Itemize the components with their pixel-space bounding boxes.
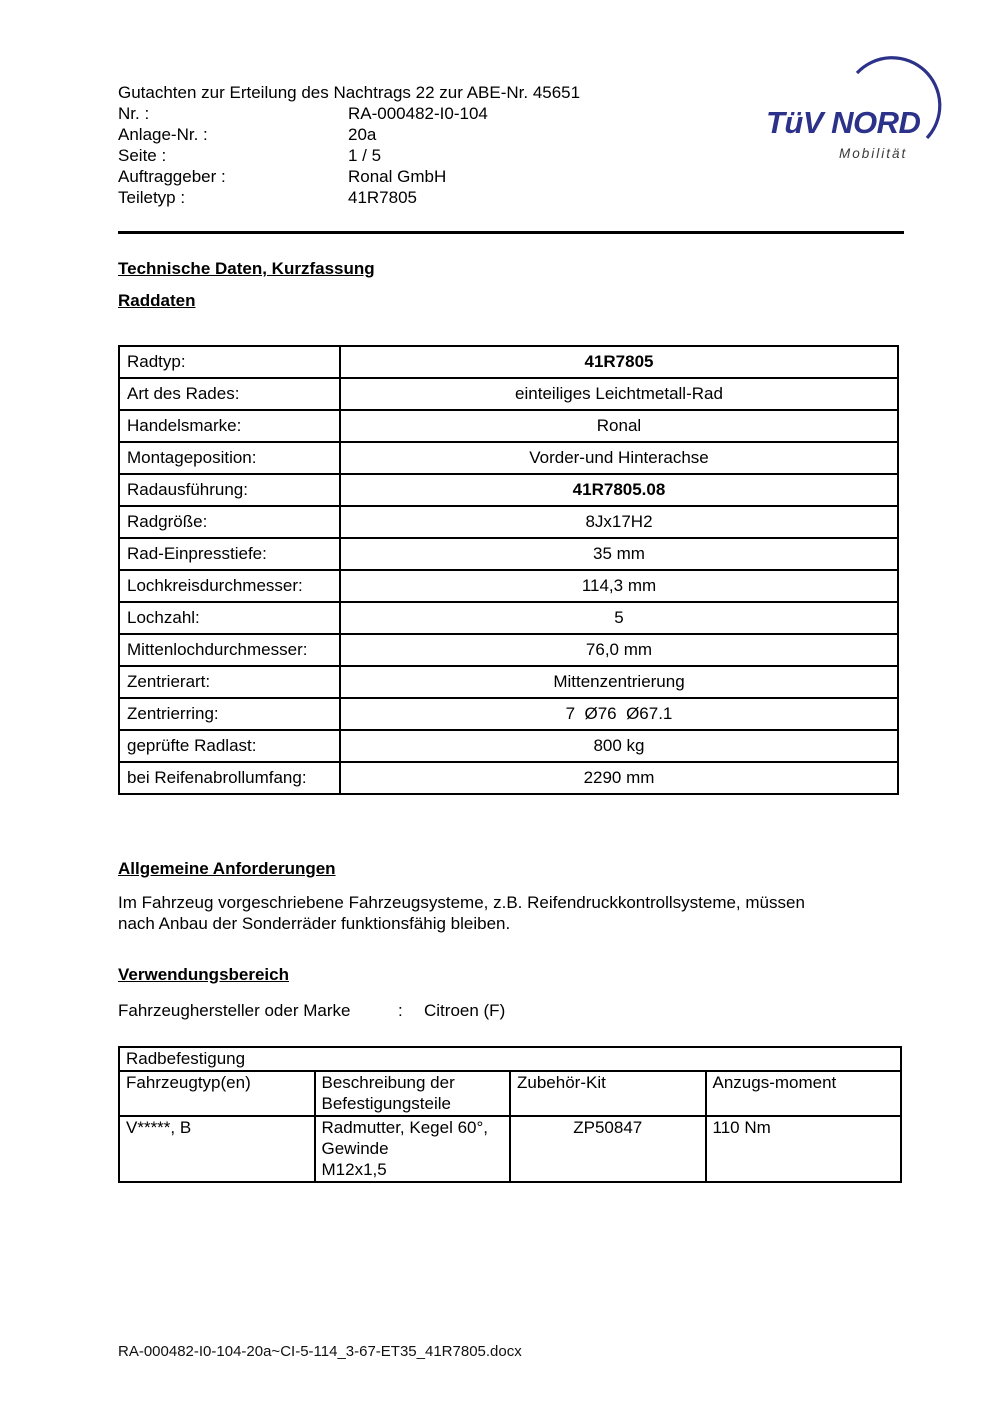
raddaten-table-row <box>119 506 898 538</box>
header-field-label: Teiletyp : <box>118 188 186 207</box>
raddaten-row-label: Mittenlochdurchmesser: <box>119 634 340 666</box>
raddaten-row-label: bei Reifenabrollumfang: <box>119 762 340 794</box>
raddaten-table-row <box>119 602 898 634</box>
radbefestigung-header-row <box>119 1071 901 1116</box>
raddaten-row-label: geprüfte Radlast: <box>119 730 340 762</box>
raddaten-row-value: 114,3 mm <box>340 570 898 602</box>
header-divider <box>118 231 904 234</box>
raddaten-table-row <box>119 442 898 474</box>
header-field-label: Nr. : <box>118 104 150 123</box>
raddaten-table-row <box>119 538 898 570</box>
raddaten-table <box>118 345 899 795</box>
radbefestigung-title: Radbefestigung <box>119 1047 901 1071</box>
raddaten-row-label: Radausführung: <box>119 474 340 506</box>
logo-brand-text: TüV NORD <box>766 105 921 140</box>
raddaten-row-value: 7 Ø76 Ø67.1 <box>340 698 898 730</box>
header-field-value: Ronal GmbH <box>348 167 447 186</box>
paragraph-line-2: nach Anbau der Sonderräder funktionsfähig bleiben. <box>118 914 511 933</box>
raddaten-row-value: 800 kg <box>340 730 898 762</box>
raddaten-table-row <box>119 762 898 794</box>
header-field-value: RA-000482-I0-104 <box>348 104 488 123</box>
raddaten-row-value: 41R7805.08 <box>340 474 898 506</box>
raddaten-row-label: Zentrierart: <box>119 666 340 698</box>
raddaten-table-row <box>119 666 898 698</box>
raddaten-row-value: Mittenzentrierung <box>340 666 898 698</box>
raddaten-table-row <box>119 698 898 730</box>
raddaten-table-row <box>119 570 898 602</box>
section-heading-raddaten: Raddaten <box>118 291 196 310</box>
beschreibung-line-1: Radmutter, Kegel 60°, Gewinde <box>321 1118 489 1158</box>
raddaten-row-label: Art des Rades: <box>119 378 340 410</box>
logo-tagline-text: Mobilität <box>839 146 908 161</box>
raddaten-row-label: Lochkreisdurchmesser: <box>119 570 340 602</box>
document-title: Gutachten zur Erteilung des Nachtrags 22 zur ABE-Nr. 45651 <box>118 83 581 102</box>
fahrzeughersteller-label: Fahrzeughersteller oder Marke <box>118 1001 351 1020</box>
tuv-nord-logo <box>742 48 962 180</box>
radbefestigung-cell-anzugsmoment: 110 Nm <box>706 1116 902 1182</box>
raddaten-row-value: 5 <box>340 602 898 634</box>
radbefestigung-cell-fahrzeugtyp: V*****, B <box>119 1116 315 1182</box>
fahrzeughersteller-colon: : <box>398 1001 403 1020</box>
raddaten-row-label: Radtyp: <box>119 346 340 378</box>
radbefestigung-header-beschreibung: Beschreibung der Befestigungsteile <box>315 1071 511 1116</box>
raddaten-row-value: 41R7805 <box>340 346 898 378</box>
raddaten-row-value: 35 mm <box>340 538 898 570</box>
beschreibung-line-2: M12x1,5 <box>321 1160 387 1179</box>
header-field-value: 41R7805 <box>348 188 418 207</box>
logo-graphic <box>742 48 962 180</box>
raddaten-row-label: Lochzahl: <box>119 602 340 634</box>
raddaten-table-row <box>119 410 898 442</box>
raddaten-row-value: 8Jx17H2 <box>340 506 898 538</box>
paragraph-line-1: Im Fahrzeug vorgeschriebene Fahrzeugsysteme, z.B. Reifendruckkontrollsysteme, müssen <box>118 893 805 912</box>
radbefestigung-data-row <box>119 1116 901 1182</box>
fahrzeughersteller-line <box>118 1000 904 1021</box>
section-heading-allgemeine-anforderungen: Allgemeine Anforderungen <box>118 859 336 878</box>
raddaten-row-value: 2290 mm <box>340 762 898 794</box>
footer-filename: RA-000482-I0-104-20a~CI-5-114_3-67-ET35_41R7805.docx <box>118 1343 522 1360</box>
header-field-label: Auftraggeber : <box>118 167 226 186</box>
radbefestigung-header-fahrzeugtyp: Fahrzeugtyp(en) <box>119 1071 315 1116</box>
raddaten-row-label: Zentrierring: <box>119 698 340 730</box>
raddaten-table-body <box>119 346 898 794</box>
header-field-label: Seite : <box>118 146 167 165</box>
fahrzeughersteller-value: Citroen (F) <box>424 1001 506 1020</box>
raddaten-row-label: Handelsmarke: <box>119 410 340 442</box>
header-field-value: 1 / 5 <box>348 146 382 165</box>
radbefestigung-title-row <box>119 1047 901 1071</box>
raddaten-row-label: Rad-Einpresstiefe: <box>119 538 340 570</box>
section-heading-verwendungsbereich: Verwendungsbereich <box>118 965 289 984</box>
raddaten-table-row <box>119 634 898 666</box>
header-field-value: 20a <box>348 125 377 144</box>
raddaten-table-row <box>119 730 898 762</box>
raddaten-row-label: Radgröße: <box>119 506 340 538</box>
radbefestigung-cell-beschreibung <box>315 1116 511 1182</box>
header-field-row <box>118 187 904 208</box>
radbefestigung-cell-zubehoer-kit: ZP50847 <box>510 1116 706 1182</box>
raddaten-row-value: einteiliges Leichtmetall-Rad <box>340 378 898 410</box>
header-field-label: Anlage-Nr. : <box>118 125 208 144</box>
section-heading-technische-daten: Technische Daten, Kurzfassung <box>118 259 375 278</box>
radbefestigung-table <box>118 1046 902 1183</box>
raddaten-table-row <box>119 378 898 410</box>
raddaten-row-value: Vorder-und Hinterachse <box>340 442 898 474</box>
radbefestigung-header-zubehoer-kit: Zubehör-Kit <box>510 1071 706 1116</box>
raddaten-table-row <box>119 346 898 378</box>
raddaten-row-value: Ronal <box>340 410 898 442</box>
raddaten-row-value: 76,0 mm <box>340 634 898 666</box>
allgemeine-anforderungen-paragraph <box>118 892 904 934</box>
raddaten-table-row <box>119 474 898 506</box>
raddaten-row-label: Montageposition: <box>119 442 340 474</box>
radbefestigung-header-anzugsmoment: Anzugs-moment <box>706 1071 902 1116</box>
